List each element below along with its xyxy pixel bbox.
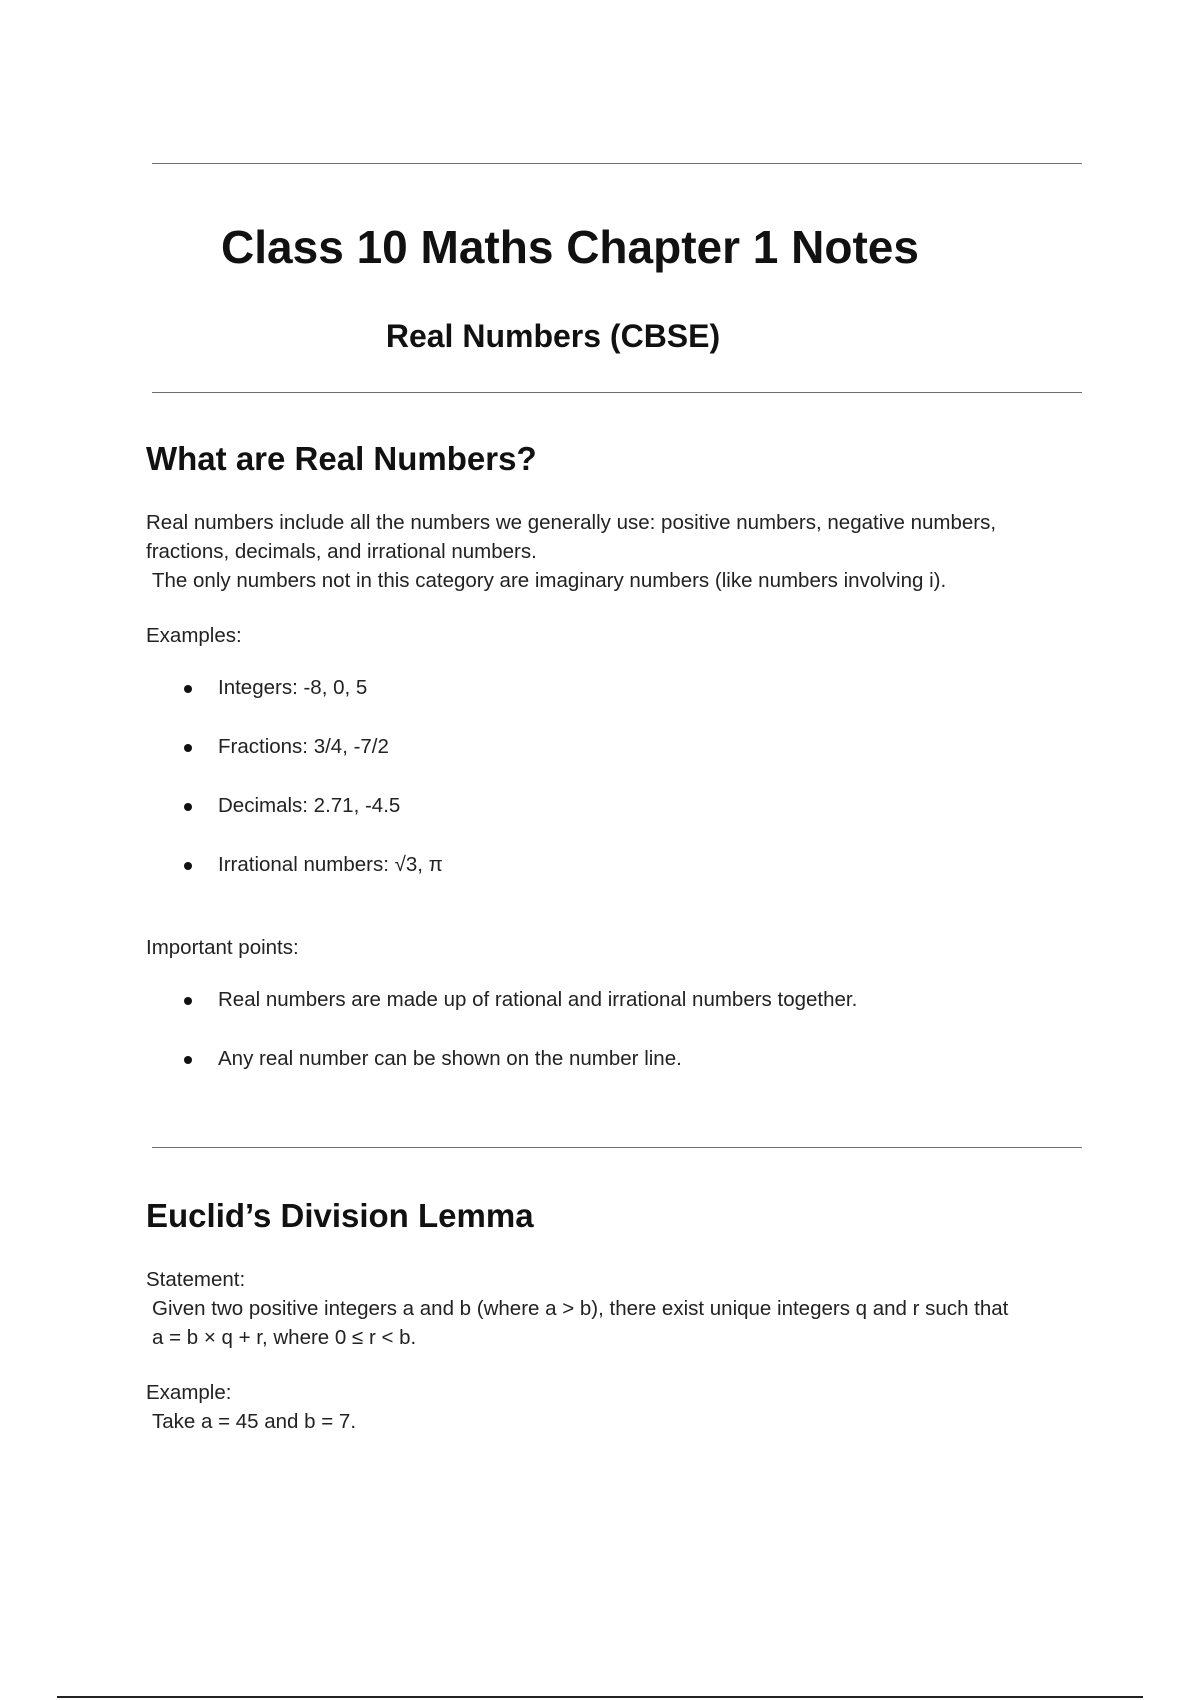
statement-label: Statement: <box>146 1268 246 1291</box>
example-text: Take a = 45 and b = 7. <box>152 1410 357 1433</box>
header-divider <box>152 392 1082 393</box>
bullet-icon <box>184 744 192 752</box>
page-title: Class 10 Maths Chapter 1 Notes <box>221 221 919 273</box>
bullet-icon <box>184 997 192 1005</box>
section-heading-euclid: Euclid’s Division Lemma <box>146 1197 534 1234</box>
real-numbers-intro <box>146 508 1086 595</box>
examples-label: Examples: <box>146 624 242 647</box>
intro-line: Real numbers include all the numbers we generally use: positive numbers, negative numbers, <box>146 511 997 534</box>
bullet-icon <box>184 685 192 693</box>
statement-line: a = b × q + r, where 0 ≤ r < b. <box>152 1326 417 1349</box>
intro-line: The only numbers not in this category are imaginary numbers (like numbers involving i). <box>152 569 947 592</box>
bullet-icon <box>184 1056 192 1064</box>
section-heading-real-numbers: What are Real Numbers? <box>146 440 537 477</box>
euclid-statement <box>146 1265 1086 1352</box>
euclid-example <box>146 1378 1086 1436</box>
section-divider <box>152 1147 1082 1148</box>
bullet-icon <box>184 862 192 870</box>
intro-line: fractions, decimals, and irrational numbers. <box>146 540 537 563</box>
page-subtitle: Real Numbers (CBSE) <box>385 318 721 354</box>
bullet-icon <box>184 803 192 811</box>
important-points-label: Important points: <box>146 936 299 959</box>
top-divider <box>152 163 1082 164</box>
page-bottom-border <box>57 1696 1143 1698</box>
statement-line: Given two positive integers a and b (where a > b), there exist unique integers q and r such that <box>152 1297 1009 1320</box>
example-label: Example: <box>146 1381 232 1404</box>
